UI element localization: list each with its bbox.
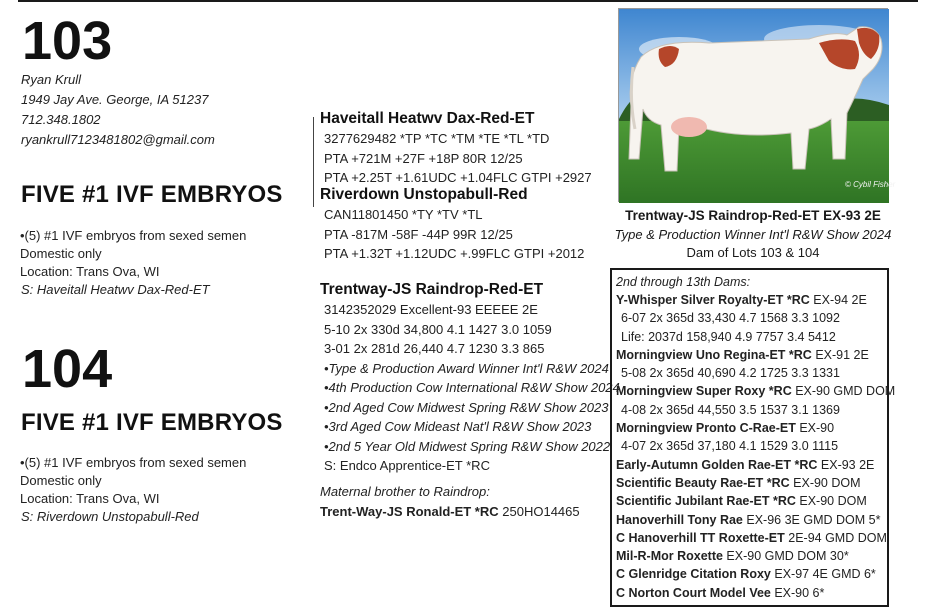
dam-10 [616,529,887,547]
maternal-brother-block [320,482,580,522]
dam-reg: 3142352029 Excellent-93 EEEEE 2E [324,302,538,317]
caption-dam-of: Dam of Lots 103 & 104 [686,245,820,260]
dam-11-name: Mil-R-Mor Roxette [616,549,723,564]
lot-103-domestic: Domestic only [20,246,102,261]
dam-6-score: EX-93 2E [817,457,875,472]
lot-104-location: Location: Trans Ova, WI [20,491,160,506]
dam-record-1: 5-10 2x 330d 34,800 4.1 1427 3.0 1059 [324,321,552,337]
maternal-brother-name: Trent-Way-JS Ronald-ET *RC [320,504,499,519]
dam-4 [616,382,896,400]
dam-3-score: EX-91 2E [811,347,869,362]
maternal-brother-code: 250HO14465 [498,504,580,519]
lot-104-desc-line: •(5) #1 IVF embryos from sexed semen [20,455,247,470]
dam-12-score: EX-97 4E GMD 6* [770,567,876,582]
dam-6-name: Early-Autumn Golden Rae-ET *RC [616,457,818,472]
consignor-address: 1949 Jay Ave. George, IA 51237 [21,92,209,107]
sire-1-pta-1: PTA +721M +27F +18P 80R 12/25 [324,150,523,166]
dam-5-record: 4-07 2x 365d 37,180 4.1 1529 3.0 1115 [621,439,839,454]
photo-credit: © Cybil Fisher [845,180,896,189]
sire-1-name: Haveitall Heatwv Dax-Red-ET [320,110,535,127]
dam-2-lifetime: Life: 2037d 158,940 4.9 7757 3.4 5412 [621,329,836,344]
consignor-name: Ryan Krull [21,72,81,87]
dam-2-record: 6-07 2x 365d 33,430 4.7 1568 3.3 1092 [621,311,840,326]
dam-record-2: 3-01 2x 281d 26,440 4.7 1230 3.3 865 [324,341,545,356]
dam-10-name: C Hanoverhill TT Roxette-ET [616,530,785,545]
dam-5-name: Morningview Pronto C-Rae-ET [616,421,796,436]
lot-104-description [20,454,246,526]
lot-103-desc-line: •(5) #1 IVF embryos from sexed semen [20,228,247,243]
sire-1-pta-2: PTA +2.25T +1.61UDC +1.04FLC GTPI +2927 [324,170,592,185]
consignor-phone: 712.348.1802 [21,112,101,127]
dam-6 [616,456,883,474]
dam-block [320,280,620,476]
lot-103-location: Location: Trans Ova, WI [20,264,160,279]
dam-3-name: Morningview Uno Regina-ET *RC [616,347,812,362]
dam-8 [616,492,883,510]
dam-3-record: 5-08 2x 365d 40,690 4.2 1725 3.3 1331 [621,366,840,381]
sire-1-reg: 3277629482 *TP *TC *TM *TE *TL *TD [324,131,550,146]
dam-4-score: EX-90 GMD DOM [791,384,896,399]
lot-103-description [20,227,246,299]
cow-photo [618,8,896,202]
lot-103-sire: S: Haveitall Heatwv Dax-Red-ET [21,282,210,297]
sire-1-block [320,109,592,188]
dam-5-score: EX-90 [795,421,835,436]
caption-subtitle: Type & Production Winner Int'l R&W Show 2024 [614,227,892,242]
lot-104-number: 104 [22,339,113,399]
cow-udder [671,117,707,137]
lot-103-heading: FIVE #1 IVF EMBRYOS [21,181,283,208]
dam-award-5: •2nd 5 Year Old Midwest Spring R&W Show 2022 [324,438,611,454]
dam-4-record: 4-08 2x 365d 44,550 3.5 1537 3.1 1369 [621,402,840,417]
dam-8-score: EX-90 DOM [795,494,867,509]
dam-sire: S: Endco Apprentice-ET *RC [324,458,490,473]
sire-2-reg: CAN11801450 *TY *TV *TL [324,207,483,222]
sire-2-pta-1: PTA -817M -58F -44P 99R 12/25 [324,226,513,242]
sire-divider [313,117,314,207]
dam-9-score: EX-96 3E GMD DOM 5* [742,512,881,527]
dam-9-name: Hanoverhill Tony Rae [616,512,743,527]
dam-10-score: 2E-94 GMD DOM [784,530,887,545]
dams-box [610,268,896,607]
dams-title: 2nd through 13th Dams: [616,275,751,289]
maternal-brother-line [320,502,580,522]
dam-award-3: •2nd Aged Cow Midwest Spring R&W Show 2023 [324,399,609,415]
photo-caption [612,206,894,262]
dam-13-name: C Norton Court Model Vee [616,585,771,600]
dam-8-name: Scientific Jubilant Rae-ET *RC [616,494,796,509]
dam-11 [616,547,883,565]
dam-5 [616,419,883,437]
dam-3 [616,346,883,364]
dam-12-name: C Glenridge Citation Roxy [616,567,771,582]
lot-104-heading: FIVE #1 IVF EMBRYOS [21,409,283,436]
cow-illustration [619,9,896,203]
dam-13 [616,584,883,602]
top-rule [18,0,918,2]
lot-104-sire: S: Riverdown Unstopabull-Red [21,509,199,524]
dam-12 [616,565,883,583]
lot-103-number: 103 [22,11,113,71]
consignor-block [21,70,215,150]
sire-2-block [320,185,584,264]
consignor-email: ryankrull7123481802@gmail.com [21,132,215,147]
dam-4-name: Morningview Super Roxy *RC [616,384,792,399]
maternal-brother-label: Maternal brother to Raindrop: [320,484,490,499]
dam-11-score: EX-90 GMD DOM 30* [722,549,849,564]
dam-award-4: •3rd Aged Cow Mideast Nat'l R&W Show 2023 [324,419,592,434]
lot-104-domestic: Domestic only [20,473,102,488]
dam-2-name: Y-Whisper Silver Royalty-ET *RC [616,293,810,307]
dam-7-score: EX-90 DOM [789,475,861,490]
dam-13-score: EX-90 6* [770,585,825,600]
caption-name: Trentway-JS Raindrop-Red-ET EX-93 2E [625,208,881,223]
dam-award-1: •Type & Production Award Winner Int'l R&W 2024 [324,360,609,376]
dam-7-name: Scientific Beauty Rae-ET *RC [616,475,790,490]
dam-7 [616,474,883,492]
dam-2 [616,291,883,309]
dam-name: Trentway-JS Raindrop-Red-ET [320,281,544,298]
dam-2-score: EX-94 2E [809,293,867,307]
sire-2-pta-2: PTA +1.32T +1.12UDC +.99FLC GTPI +2012 [324,246,585,261]
dam-award-2: •4th Production Cow International R&W Show 2024 [324,380,620,395]
dam-9 [616,511,883,529]
sire-2-name: Riverdown Unstopabull-Red [320,186,528,203]
